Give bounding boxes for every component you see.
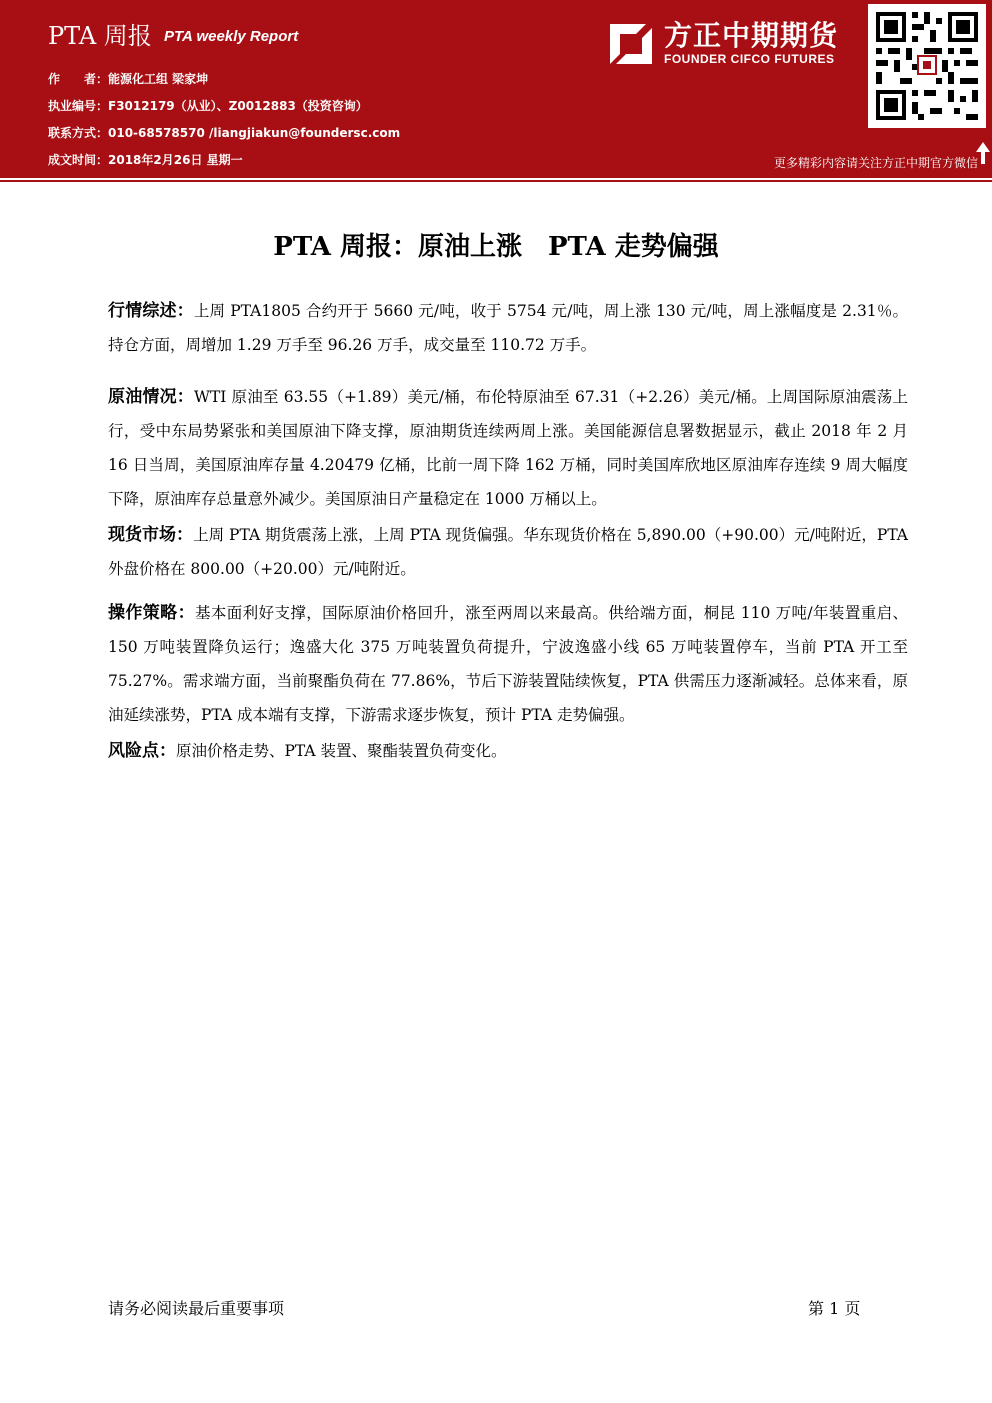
section-label: 原油情况： (108, 387, 195, 407)
section-text: WTI 原油至 63.55（+1.89）美元/桶，布伦特原油至 67.31（+2.26）美元/桶。上周国际原油震荡上行，受中东局势紧张和美国原油下降支撑，原油期货连续两周上涨。美国能源信息署数据显示，截止 2018 年 2 月 16 日当周，美国原油库存量 4.20479 亿桶，比前一周下降 162 万桶，同时美国库欣地区原油库存连续 9 周大幅度下降，原油库存总量意外减少。美国原油日产量稳定在 1000 万桶以上。 (108, 388, 909, 508)
section-risk (108, 734, 908, 768)
author-info (48, 66, 400, 172)
company-name-en: FOUNDER CIFCO FUTURES (664, 52, 835, 66)
section-text: 上周 PTA 期货震荡上涨，上周 PTA 现货偏强。华东现货价格在 5,890.00（+90.00）元/吨附近，PTA 外盘价格在 800.00（+20.00）元/吨附近。 (108, 526, 909, 578)
section-label: 行情综述： (108, 301, 194, 321)
section-text: 原油价格走势、PTA 装置、聚酯装置负荷变化。 (176, 742, 507, 760)
section-text: 基本面利好支撑，国际原油价格回升，涨至两周以来最高。供给端方面，桐昆 110 万吨/年装置重启、150 万吨装置降负运行；逸盛大化 375 万吨装置负荷提升，宁波逸盛小线 65 万吨装置停车，当前 PTA 开工至 75.27%。需求端方面，当前聚酯负荷在 77.86%，节后下游装置陆续恢复，PTA 供需压力逐渐减轻。总体来看，原油延续涨势，PTA 成本端有支撑，下游需求逐步恢复，预计 PTA 走势偏强。 (108, 604, 909, 724)
footer-notice: 请务必阅读最后重要事项 (108, 1299, 285, 1318)
qr-code-icon[interactable] (868, 4, 986, 128)
section-market-overview (108, 294, 908, 362)
header-divider-thin (0, 180, 992, 182)
follow-wechat-text: 更多精彩内容请关注方正中期官方微信 (773, 156, 978, 170)
section-label: 现货市场： (108, 525, 194, 545)
page-number: 第 1 页 (808, 1299, 861, 1318)
logo-mark-icon (606, 20, 656, 68)
report-header (0, 0, 992, 172)
author-line: 作 者：能源化工组 梁家坤 (48, 72, 209, 86)
date-line: 成文时间：2018年2月26日 星期一 (48, 153, 243, 167)
report-title: PTA 周报 (48, 22, 152, 50)
company-name-cn: 方正中期期货 (664, 19, 839, 52)
section-label: 操作策略： (108, 603, 195, 623)
section-crude-oil (108, 380, 908, 516)
contact-line: 联系方式：010-68578570 /liangjiakun@foundersc.com (48, 126, 401, 140)
header-divider (0, 172, 992, 178)
section-spot-market (108, 518, 908, 586)
report-subtitle: PTA weekly Report (164, 28, 299, 45)
license-line: 执业编号：F3012179（从业）、Z0012883（投资咨询） (48, 99, 368, 113)
section-label: 风险点： (108, 741, 176, 761)
section-text: 上周 PTA1805 合约开于 5660 元/吨，收于 5754 元/吨，周上涨 130 元/吨，周上涨幅度是 2.31％。持仓方面，周增加 1.29 万手至 96.26 万手，成交量至 110.72 万手。 (108, 302, 908, 354)
document-title: PTA 周报：原油上涨 PTA 走势偏强 (273, 232, 719, 262)
section-strategy (108, 596, 908, 732)
